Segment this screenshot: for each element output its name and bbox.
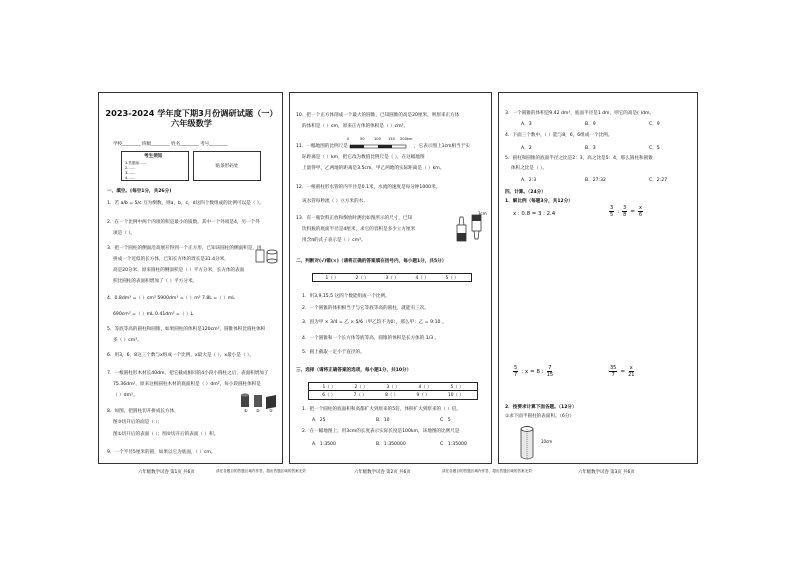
section-title: 一、填空。(每空1分，共26分) <box>107 189 172 194</box>
page-2-column <box>289 92 492 464</box>
question-13-cont: 饮料瓶的底面半径是4厘米，求它的容积是多少立方厘米 <box>302 227 416 232</box>
judge-1: 1．用3,9,15,5 这四个数能组成一个比例。 <box>302 294 390 299</box>
question-3-cont: 高是20分米，原来圆柱的侧面积是（ ）平方分米，长方体的表面 <box>113 268 245 273</box>
option: B．10 <box>376 418 390 423</box>
choice-4-options <box>521 145 660 151</box>
question-10: 10．把一个正方体削成一个最大的圆锥，已知圆锥的高是20厘米，则原来正方体 <box>296 113 460 118</box>
question-3-cont: 拼成一个近似的长方体，已知长方体的周长是31.4分米， <box>113 257 229 262</box>
judge-2: 2．一个圆锥的体积相当于与它等底等高的圆柱，就能有三次。 <box>302 306 429 311</box>
choice-2: 2．在一幅地图上，用3cm的长度表示实际长度是100km，该地图的比例尺是 <box>302 429 460 434</box>
choice-2-options <box>312 441 467 447</box>
judge-slot[interactable]: 4（ ） <box>415 275 429 281</box>
judge-slot[interactable]: 5（ ） <box>445 275 459 281</box>
choice-slot[interactable]: 1（ ） <box>322 384 336 390</box>
notice-box <box>121 151 189 181</box>
half-cylinder-figure <box>517 423 539 463</box>
question-1: 1．若 a/b = 5/c 互为倒数，则a，b，c，d这四个数组成的比例可以是（ ）。 <box>107 201 264 206</box>
section-title: 三、选择（请将正确答案的选项，每小题1分，共10分） <box>296 368 412 373</box>
judge-answer-row <box>312 273 472 282</box>
exam-title: 2023-2024 学年度下期3月份调研试题（一） <box>105 108 278 118</box>
question-8-cont: 图①切开后的表面（ ）；图②切开后的表面（ ）积。 <box>113 432 219 437</box>
scale-tick: 200km <box>400 137 413 141</box>
choice-1-options <box>312 417 451 423</box>
option: C．2:27 <box>649 178 668 183</box>
equation-1: x : 0.8 = 3 : 2.4 <box>513 211 556 217</box>
scale-tick: 50 <box>360 137 365 141</box>
calc-part-2: 2．按要求计算下面各题。（12分） <box>505 405 577 410</box>
choice-3-options <box>521 121 660 127</box>
page-footer: 六年级数学试卷 第3页 共6页 <box>578 470 635 475</box>
judge-5: 5．圆上截取一定小于直径的。 <box>302 350 365 355</box>
cylinder-unroll-figure <box>255 247 279 265</box>
page-1-column <box>98 92 283 464</box>
question-8: 8．如图，把圆柱切开拼成长方体， <box>107 409 179 414</box>
choice-slot[interactable]: 2（ ） <box>354 384 368 390</box>
choice-slot[interactable]: 4（ ） <box>418 384 432 390</box>
choice-slot[interactable]: 3（ ） <box>386 384 400 390</box>
judge-slot[interactable]: 1（ ） <box>325 275 339 281</box>
question-5: 5．等底等高的圆柱和圆锥，如果圆柱的体积是120cm³，圆锥体积比圆柱体积 <box>107 327 266 332</box>
question-11: 11．一幅地图的比例尺是 <box>296 144 348 149</box>
equation-3: $\frac{5}{7}$ : x = 8 : $\frac{7}{15}$ <box>514 365 554 378</box>
question-9: 9．一个半径5厘米的圆，如果以它为底面，（ ）cm。 <box>107 450 216 455</box>
exam-subtitle: 六年级数学 <box>171 118 212 128</box>
question-4: 4．0.8dm³ =（ ）cm³ 5900dm³ =（ ）m³ 7.8L =（ ）mL <box>107 296 235 301</box>
page-footer: 六年级数学试卷 第2页 共6页 <box>354 470 411 475</box>
option: B．27:32 <box>585 178 606 183</box>
option: B．9 <box>585 122 596 127</box>
page-footer: 六年级数学试卷 第1页 共6页 <box>138 470 195 475</box>
footer-warning: 请在各题目的答题区域内作答，超出答题区域的答案无效 <box>216 469 306 473</box>
choice-5-options <box>521 177 667 183</box>
question-11-cont: ，它表示图上1cm相当于实 <box>414 144 470 149</box>
choice-answer-row <box>308 391 478 400</box>
figure-dimension: 3cm <box>478 211 487 216</box>
option: B．3 <box>585 146 596 151</box>
option: B．1:350000 <box>376 442 406 447</box>
scale-tick: 150 <box>388 137 395 141</box>
notice-line: 3.…… <box>125 171 136 175</box>
barcode-area <box>193 151 261 181</box>
option: C．1:35000 <box>440 442 467 447</box>
choice-5: 5．圆柱和圆锥的底面半径之比是2：3，高之比是5：4，那么圆柱和圆锥 <box>505 156 653 161</box>
choice-slot[interactable]: 8（ ） <box>385 393 399 398</box>
option: A．3 <box>521 122 532 127</box>
option: A．25 <box>312 418 326 423</box>
svg-text:①: ① <box>244 408 248 413</box>
equation-2: $\frac{3}{5}$ : $\frac{3}{8}$ = $\frac{x}{6}$ <box>610 205 643 218</box>
question-12-cont: 该水管每秒流（ ）立方米的水。 <box>302 199 368 204</box>
scale-tick: 0 <box>347 137 350 141</box>
question-4-cont: 690cm³ =（ ）mL 0.41dm³ =（ ）L <box>113 312 194 317</box>
choice-answer-row <box>308 382 478 391</box>
scale-tick: 100 <box>374 137 381 141</box>
notice-title: 考生须知 <box>144 154 163 159</box>
option: A．2 <box>521 146 532 151</box>
judge-slot[interactable]: 3（ ） <box>385 275 399 281</box>
option: C．5 <box>649 146 660 151</box>
notice-line: 4.…… <box>125 176 136 180</box>
question-2: 2．在一个比例中两个内项的积是最小的质数，其中一个外项是4，另一个外 <box>107 220 260 225</box>
question-10-cont: 的体积是（ ）cm，原来正方体的体积是（ ）cm³。 <box>302 124 409 129</box>
calc-part-1: 1．解比例（每题3分，共12分） <box>505 199 573 204</box>
question-12: 12．一根圆柱形水管的内半径是0.1米，水流的速度是每分钟1000米。 <box>296 185 441 190</box>
calc-part-2-q1: ①求下面半圆柱的表面积。（6分） <box>505 414 575 419</box>
notice-line: 2.…… <box>125 166 136 170</box>
question-13: 13．有一瓶饮料正放和倒放时测出如图所示的尺寸，已知 <box>296 216 413 221</box>
section-title: 四、计算。（24分） <box>505 190 546 195</box>
question-7: 7．一根圆柱形木材长40dm，把它截成相同的4小段小圆柱之后，表面积增加了 <box>107 371 269 376</box>
page-3-column <box>498 92 698 464</box>
option: C．9 <box>649 122 660 127</box>
choice-3: 3．一个圆锥的体积是9.42 dm³，底面半径是1 dm，则它的高是( )dm。 <box>505 111 655 116</box>
equation-4: $\frac{35}{7}$ = $\frac{x}{21}$ <box>610 365 635 378</box>
option: A．1:3500 <box>312 442 336 447</box>
figure-dimension: 10cm <box>541 439 553 444</box>
judge-4: 4．一个圆锥和一个长方体等底等高，圆锥的体积是长方体的 1/3 。 <box>302 336 440 341</box>
footer-warning: 请在各题目的答题区域内作答，超出答题区域的答案无效 <box>442 469 532 473</box>
choice-5-cont: 体积之比是（ ）。 <box>511 166 547 171</box>
notice-line: 1.答题前…… <box>125 161 147 165</box>
question-11-cont: 上量得甲、乙两地的距离是3.5cm，甲乙两地的实际距离是（ ）km。 <box>302 166 445 171</box>
question-3: 3．把一个圆柱的侧面沿高展开得到一个正方形，已知该圆柱的侧面积是，再 <box>107 246 262 251</box>
question-3-cont: 积比圆柱的表面积增加了（ ）平方分米。 <box>113 279 198 284</box>
svg-text:③: ③ <box>269 408 273 413</box>
cut-cylinder-figures <box>239 389 279 413</box>
choice-slot[interactable]: 10（ ） <box>447 393 464 398</box>
question-5-cont: 多（ ）cm³。 <box>113 338 142 343</box>
choice-1: 1．把一个圆柱的底面积和高都扩大到原来的5倍，体积扩大到原来的（ ）倍。 <box>302 407 461 412</box>
option: A．2:3 <box>521 178 537 183</box>
choice-slot[interactable]: 6（ ） <box>322 393 336 398</box>
question-11-cont: 际距离是（ ）km，把它改为数值比例尺是（ ），在这幅地图 <box>302 155 425 160</box>
question-7-cont: （ ）dm³。 <box>113 393 138 398</box>
judge-3: 3．因为甲 × 3/4 = 乙 × 5/6（甲乙均不为0），那么甲：乙 = 9:10 。 <box>302 320 447 325</box>
choice-slot[interactable]: 5（ ） <box>450 384 464 390</box>
choice-slot[interactable]: 9（ ） <box>416 393 430 398</box>
question-7-cont: 75.36dm²，原来这根圆柱木材的底面积是（ ）dm²，每小段圆柱体积是 <box>113 382 261 387</box>
choice-4: 4．下面三个数中，（ ）能与8，6，6组成一个比例。 <box>505 133 613 138</box>
svg-text:②: ② <box>256 408 260 413</box>
exam-sheet <box>98 92 698 484</box>
option: C．5 <box>440 418 451 423</box>
section-title: 二、判断对(√)错(×)（请将正确的答案填在括号内，每小题1分，共5分） <box>296 259 447 264</box>
question-2-cont: 项是（ ）。 <box>113 231 136 236</box>
question-8-cont: 图③切开后的面是（ ）； <box>113 420 163 425</box>
question-6: 6．用3，6，8这三个数与x组成一个比例，x最大是（ ），x最小是（ ）。 <box>107 353 254 358</box>
judge-slot[interactable]: 2（ ） <box>355 275 369 281</box>
choice-slot[interactable]: 7（ ） <box>353 393 367 398</box>
student-info: 学校________ 班级________ 姓名________ 考号________ <box>113 142 228 147</box>
question-13-cont: 用含π的式子表示是（ ）cm³。 <box>302 238 366 243</box>
barcode-label: 贴条形码处 <box>215 164 239 169</box>
